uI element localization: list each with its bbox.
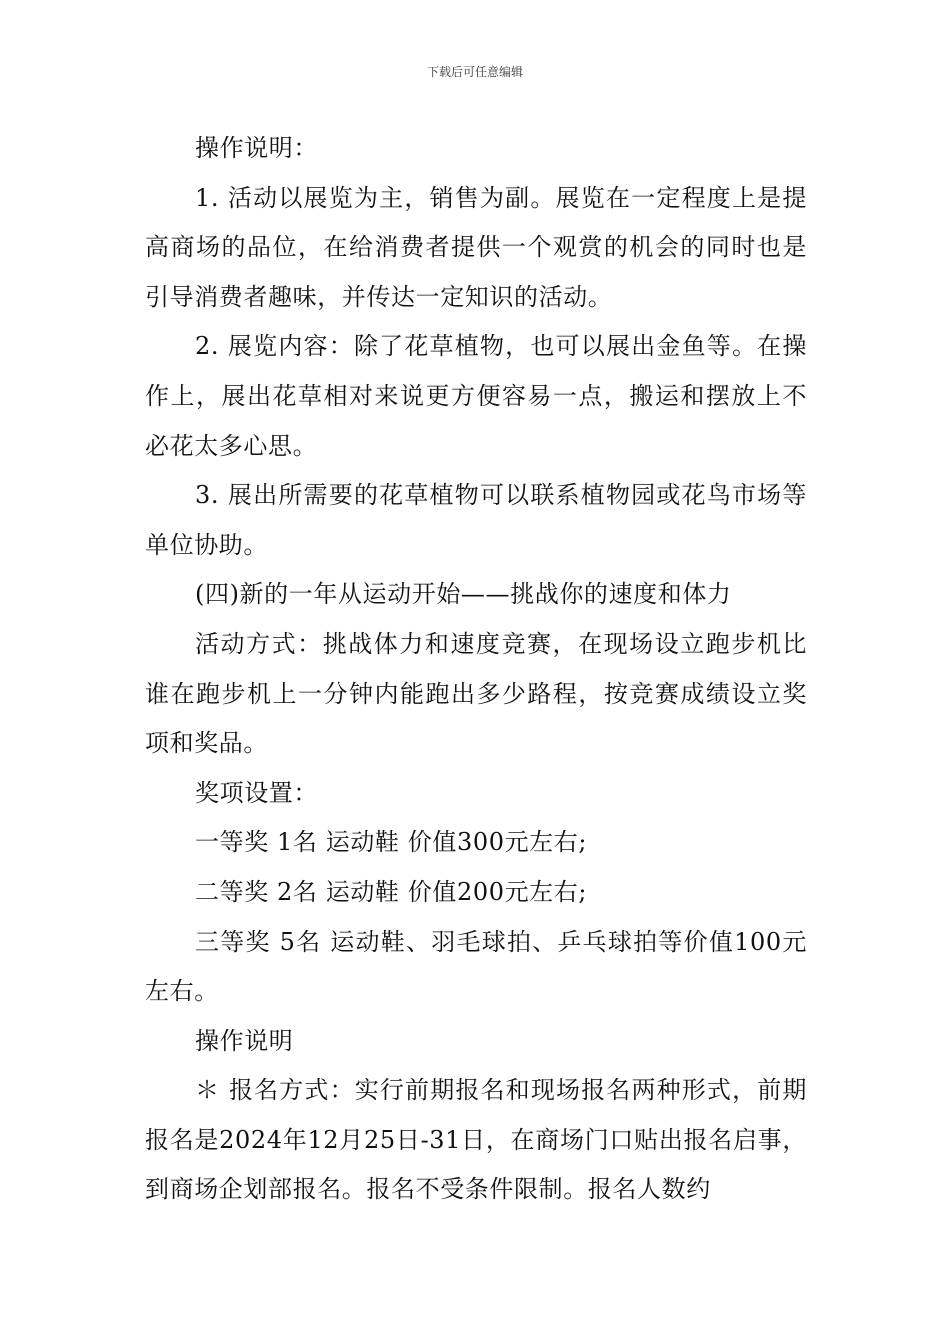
paragraph-activity-method: 活动方式：挑战体力和速度竞赛，在现场设立跑步机比谁在跑步机上一分钟内能跑出多少路程，按竞赛成绩设立奖项和奖品。 — [145, 629, 807, 758]
paragraph-item-1: 1. 活动以展览为主，销售为副。展览在一定程度上是提高商场的品位，在给消费者提供一个观赏的机会的同时也是引导消费者趣味，并传达一定知识的活动。 — [145, 183, 807, 311]
paragraph-third-prize: 三等奖 5名 运动鞋、羽毛球拍、乒乓球拍等价值100元左右。 — [145, 927, 807, 1006]
paragraph-second-prize: 二等奖 2名 运动鞋 价值200元左右; — [195, 877, 588, 906]
paragraph-operation-heading-2: 操作说明 — [195, 1026, 294, 1055]
paragraph-item-3: 3. 展出所需要的花草植物可以联系植物园或花鸟市场等单位协助。 — [145, 481, 807, 559]
paragraph-first-prize: 一等奖 1名 运动鞋 价值300元左右; — [195, 828, 588, 857]
paragraph-item-2: 2. 展览内容：除了花草植物，也可以展出金鱼等。在操作上，展出花草相对来说更方便容易一点，搬运和摆放上不必花太多心思。 — [145, 332, 807, 460]
paragraph-registration: ＊ 报名方式：实行前期报名和现场报名两种形式，前期报名是2024年12月25日-31日，在商场门口贴出报名启事，到商场企划部报名。报名不受条件限制。报名人数约 — [145, 1076, 807, 1204]
document-body — [145, 124, 807, 1215]
paragraph-award-heading: 奖项设置： — [195, 778, 318, 807]
section-heading-four: (四)新的一年从运动开始——挑战你的速度和体力 — [195, 580, 732, 609]
paragraph-operation-heading: 操作说明： — [195, 134, 318, 162]
page-header: 下载后可任意编辑 — [426, 65, 523, 79]
